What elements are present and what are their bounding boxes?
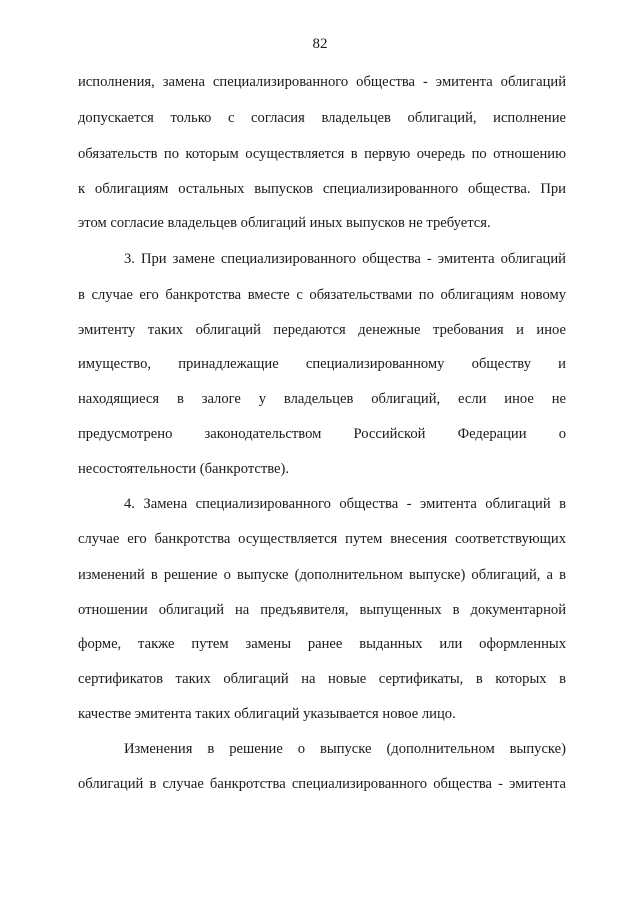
text-line: эмитенту таких облигаций передаются денежные требования и иное: [78, 322, 566, 338]
text-line: допускается только с согласия владельцев облигаций, исполнение: [78, 110, 566, 126]
text-line: качестве эмитента таких облигаций указывается новое лицо.: [78, 706, 456, 722]
text-line: форме, также путем замены ранее выданных или оформленных: [78, 636, 566, 652]
text-line: облигаций в случае банкротства специализированного общества - эмитента: [78, 776, 566, 792]
text-line: 4. Замена специализированного общества - эмитента облигаций в: [124, 496, 566, 512]
text-line: отношении облигаций на предъявителя, выпущенных в документарной: [78, 602, 566, 618]
text-line: 3. При замене специализированного общества - эмитента облигаций: [124, 251, 566, 267]
text-line: Изменения в решение о выпуске (дополнительном выпуске): [124, 741, 566, 757]
text-line: в случае его банкротства вместе с обязательствами по облигациям новому: [78, 287, 566, 303]
text-line: сертификатов таких облигаций на новые сертификаты, в которых в: [78, 671, 566, 687]
text-line: этом согласие владельцев облигаций иных выпусков не требуется.: [78, 215, 491, 231]
text-line: случае его банкротства осуществляется путем внесения соответствующих: [78, 531, 566, 547]
text-line: изменений в решение о выпуске (дополнительном выпуске) облигаций, а в: [78, 567, 566, 583]
text-line: несостоятельности (банкротстве).: [78, 461, 290, 477]
text-line: имущество, принадлежащие специализированному обществу и: [78, 356, 566, 372]
text-line: предусмотрено законодательством Российской Федерации о: [78, 426, 566, 442]
page-number: 82: [312, 36, 328, 52]
text-line: находящиеся в залоге у владельцев облигаций, если иное не: [78, 391, 566, 407]
text-line: обязательств по которым осуществляется в первую очередь по отношению: [78, 146, 566, 162]
text-line: исполнения, замена специализированного общества - эмитента облигаций: [78, 74, 566, 90]
text-line: к облигациям остальных выпусков специализированного общества. При: [78, 181, 566, 197]
